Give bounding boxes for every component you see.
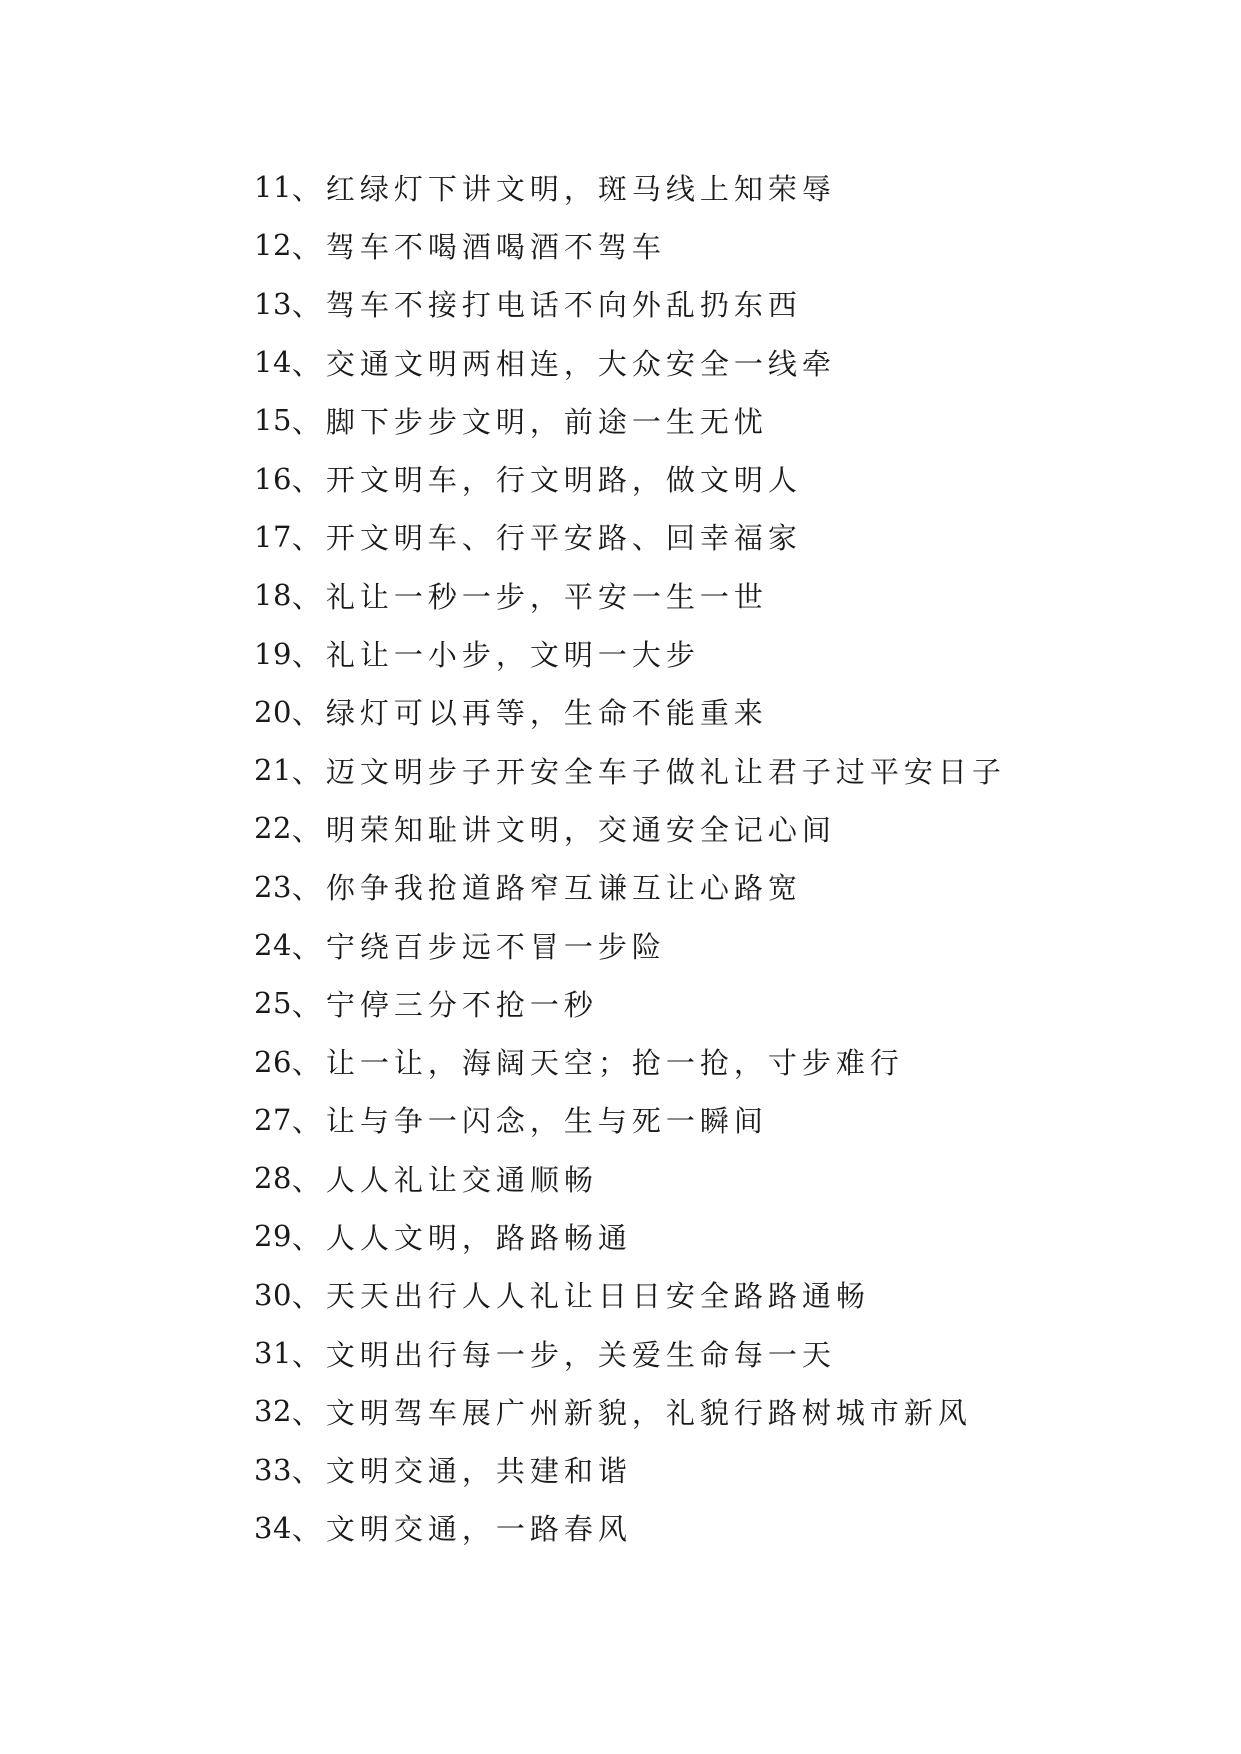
slogan-item (254, 624, 1006, 682)
slogan-item (254, 449, 1006, 507)
slogan-text: 礼让一秒一步，平安一生一世 (325, 579, 768, 614)
slogan-separator: 、 (291, 1162, 326, 1197)
slogan-item (254, 1441, 1006, 1499)
slogan-separator: 、 (291, 1395, 326, 1430)
slogan-number: 29 (254, 1219, 292, 1254)
slogan-text: 你争我抢道路窄互谦互让心路宽 (325, 871, 802, 906)
slogan-item (254, 1149, 1006, 1207)
slogan-number: 25 (254, 986, 292, 1021)
slogan-text: 礼让一小步，文明一大步 (325, 638, 700, 673)
slogan-number: 30 (254, 1277, 292, 1312)
slogan-separator: 、 (291, 1220, 326, 1255)
slogan-text: 开文明车，行文明路，做文明人 (325, 463, 802, 498)
slogan-number: 15 (254, 403, 292, 438)
slogan-separator: 、 (291, 288, 326, 323)
slogan-item (254, 799, 1006, 857)
slogan-number: 27 (254, 1102, 292, 1137)
slogan-text: 文明交通，共建和谐 (325, 1454, 632, 1489)
slogan-item (254, 216, 1006, 274)
slogan-text: 文明出行每一步，关爱生命每一天 (325, 1337, 836, 1372)
slogan-separator: 、 (291, 521, 326, 556)
slogan-item (254, 916, 1006, 974)
slogan-text: 交通文明两相连，大众安全一线牵 (325, 346, 836, 381)
slogan-number: 24 (254, 928, 292, 962)
slogan-item (254, 1499, 1006, 1557)
slogan-text: 天天出行人人礼让日日安全路路通畅 (325, 1279, 870, 1314)
slogan-number: 32 (254, 1394, 292, 1429)
slogan-text: 红绿灯下讲文明，斑马线上知荣辱 (325, 171, 836, 206)
slogan-item (254, 1266, 1006, 1324)
slogan-text: 绿灯可以再等，生命不能重来 (325, 696, 768, 731)
slogan-text: 人人文明，路路畅通 (325, 1220, 632, 1255)
slogan-text: 文明交通，一路春风 (325, 1512, 632, 1547)
slogan-separator: 、 (291, 754, 326, 789)
slogan-separator: 、 (291, 1279, 326, 1314)
slogan-item (254, 741, 1006, 799)
slogan-item (254, 1207, 1006, 1265)
slogan-number: 20 (254, 694, 292, 729)
slogan-text: 明荣知耻讲文明，交通安全记心间 (325, 812, 836, 847)
slogan-text: 开文明车、行平安路、回幸福家 (325, 521, 802, 556)
slogan-text: 驾车不接打电话不向外乱扔东西 (325, 288, 802, 323)
slogan-number: 13 (254, 286, 292, 321)
slogan-text: 文明驾车展广州新貌，礼貌行路树城市新风 (325, 1395, 972, 1430)
slogan-item (254, 275, 1006, 333)
slogan-number: 14 (254, 345, 292, 380)
slogan-separator: 、 (291, 579, 326, 614)
slogan-separator: 、 (291, 987, 326, 1022)
slogan-item (254, 333, 1006, 391)
slogan-separator: 、 (291, 463, 326, 498)
slogan-item (254, 974, 1006, 1032)
slogan-number: 18 (254, 578, 292, 613)
slogan-item (254, 566, 1006, 624)
slogan-number: 16 (254, 461, 292, 496)
slogan-item (254, 858, 1006, 916)
slogan-separator: 、 (291, 871, 326, 906)
slogan-number: 23 (254, 869, 292, 904)
slogan-text: 驾车不喝酒喝酒不驾车 (325, 229, 666, 264)
slogan-separator: 、 (291, 696, 326, 731)
slogan-number: 26 (254, 1044, 292, 1079)
slogan-text: 脚下步步文明，前途一生无忧 (325, 404, 768, 439)
slogan-number: 34 (254, 1510, 292, 1545)
slogan-number: 11 (254, 170, 292, 205)
slogan-number: 28 (254, 1161, 292, 1196)
slogan-separator: 、 (291, 229, 326, 264)
slogan-number: 21 (254, 753, 292, 788)
slogan-item (254, 1324, 1006, 1382)
slogan-separator: 、 (291, 929, 326, 964)
slogan-separator: 、 (291, 638, 326, 673)
slogan-separator: 、 (291, 1046, 326, 1081)
slogan-text: 让与争一闪念，生与死一瞬间 (325, 1104, 768, 1139)
slogan-number: 22 (254, 811, 292, 846)
slogan-number: 19 (254, 636, 292, 671)
slogan-list (254, 158, 1006, 1557)
slogan-text: 让一让，海阔天空；抢一抢，寸步难行 (325, 1046, 904, 1081)
slogan-text: 宁绕百步远不冒一步险 (325, 929, 666, 964)
slogan-separator: 、 (291, 1512, 326, 1547)
slogan-item (254, 1382, 1006, 1440)
slogan-number: 12 (254, 228, 292, 263)
slogan-item (254, 1091, 1006, 1149)
slogan-item (254, 508, 1006, 566)
slogan-number: 31 (254, 1336, 292, 1371)
slogan-text: 迈文明步子开安全车子做礼让君子过平安日子 (325, 754, 1006, 789)
slogan-separator: 、 (291, 171, 326, 206)
slogan-separator: 、 (291, 1104, 326, 1139)
slogan-separator: 、 (291, 404, 326, 439)
slogan-number: 33 (254, 1452, 292, 1487)
slogan-number: 17 (254, 519, 292, 554)
slogan-separator: 、 (291, 1454, 326, 1489)
slogan-item (254, 391, 1006, 449)
slogan-separator: 、 (291, 1337, 326, 1372)
slogan-separator: 、 (291, 812, 326, 847)
slogan-separator: 、 (291, 346, 326, 381)
slogan-text: 人人礼让交通顺畅 (325, 1162, 598, 1197)
slogan-item (254, 1032, 1006, 1090)
slogan-item (254, 683, 1006, 741)
slogan-text: 宁停三分不抢一秒 (325, 987, 598, 1022)
slogan-item (254, 158, 1006, 216)
